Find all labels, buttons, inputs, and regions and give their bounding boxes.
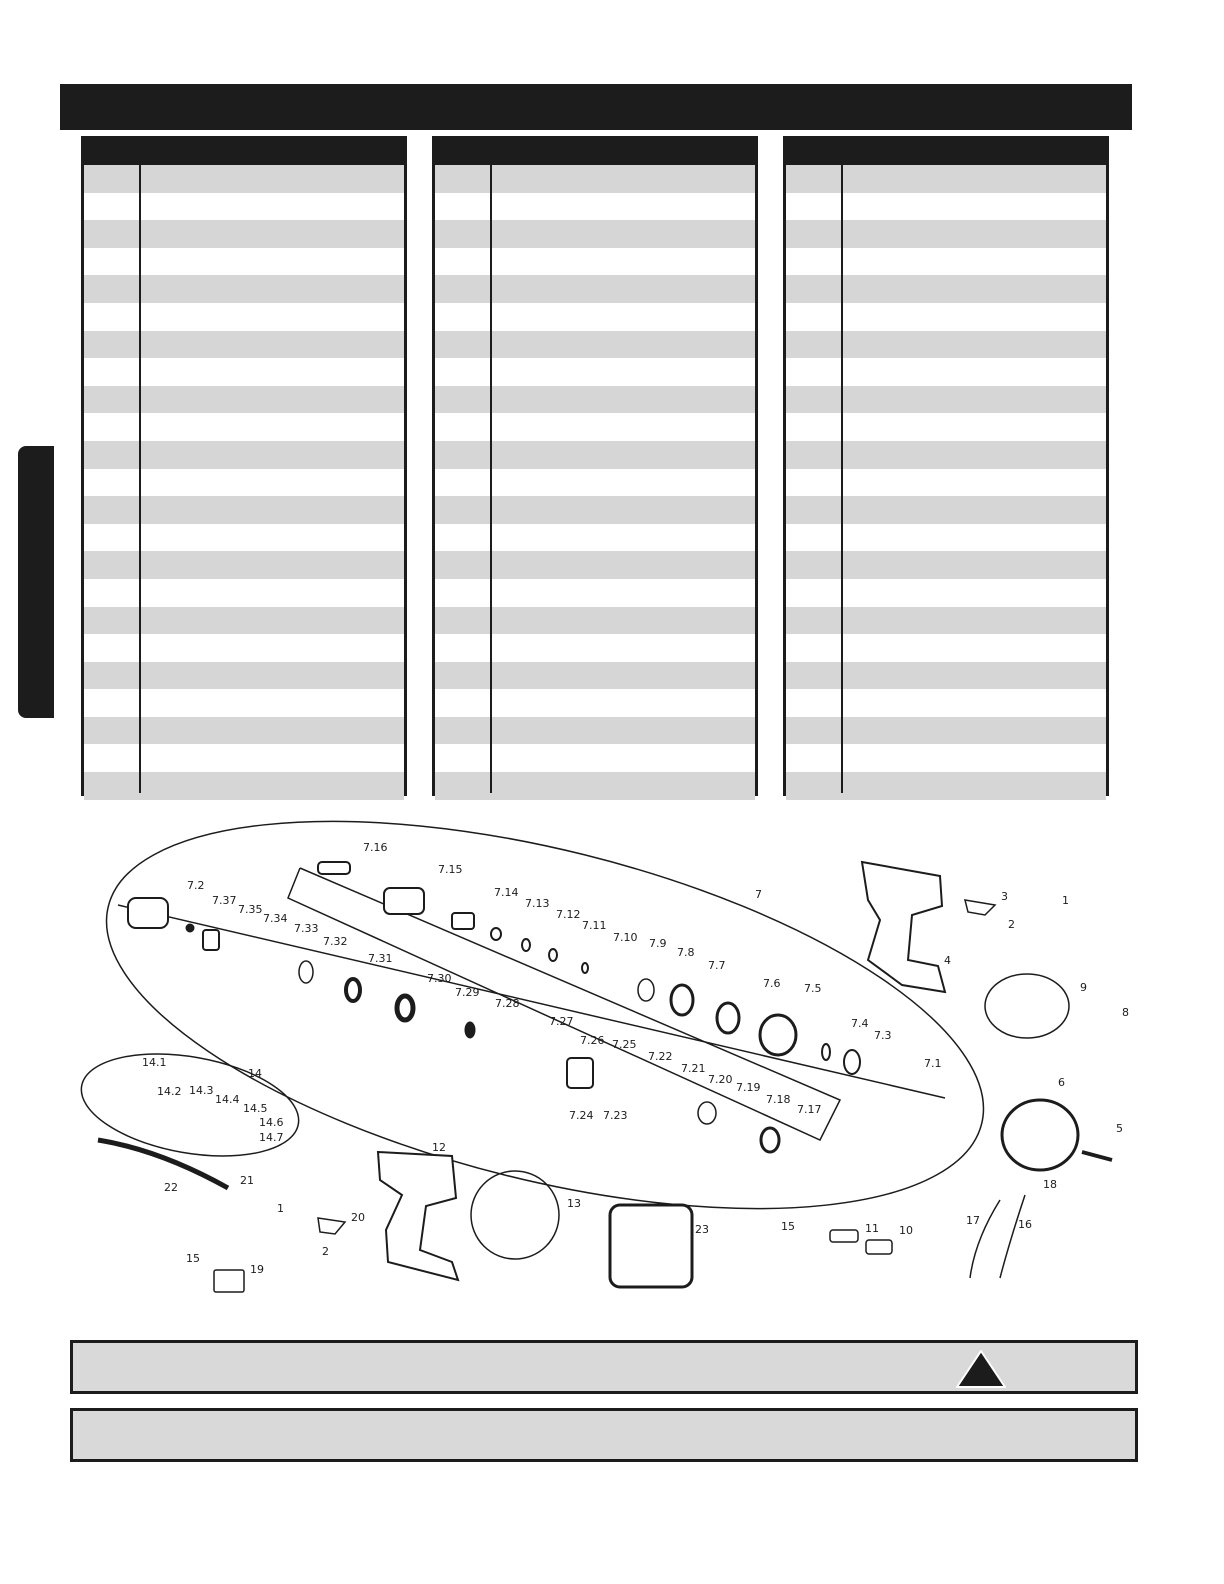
table-row [84, 165, 404, 193]
ring-part [491, 928, 501, 940]
table-row [435, 496, 755, 524]
table-row [786, 607, 1106, 635]
table-row [84, 220, 404, 248]
table-row [786, 413, 1106, 441]
planet-carrier-part [567, 1058, 593, 1088]
table-row [786, 579, 1106, 607]
collar-part [717, 1003, 739, 1033]
table-row [435, 662, 755, 690]
table-row [786, 689, 1106, 717]
table-rows [435, 165, 755, 800]
callout-label: 1 [1062, 894, 1069, 907]
table-rows [786, 165, 1106, 800]
callout-label: 7.18 [766, 1093, 791, 1106]
callout-label: 7.7 [708, 959, 726, 972]
wire-detail-outline [985, 974, 1069, 1038]
callout-label: 15 [186, 1252, 200, 1265]
housing-right-half [862, 862, 945, 992]
table-row [84, 413, 404, 441]
callout-label: 7.15 [438, 863, 463, 876]
ring-gear-part [397, 996, 413, 1020]
table-row [435, 469, 755, 497]
table-rows [84, 165, 404, 800]
retaining-ring-part [822, 1044, 830, 1060]
table-row [435, 772, 755, 800]
callout-label: 7.26 [580, 1034, 605, 1047]
clutch-sleeve-part [760, 1015, 796, 1055]
callout-label: 7.22 [648, 1050, 673, 1063]
callout-label: 7.30 [427, 972, 452, 985]
bit-holder-part [318, 1218, 345, 1234]
table-row [786, 386, 1106, 414]
table-row [786, 165, 1106, 193]
table-row [435, 331, 755, 359]
table-row [786, 524, 1106, 552]
table-header [786, 136, 1106, 165]
washer-part [638, 979, 654, 1001]
callout-label: 7.31 [368, 952, 393, 965]
switch-cover-part [866, 1240, 892, 1254]
table-row [435, 303, 755, 331]
callout-label: 14.5 [243, 1102, 268, 1115]
callout-label: 7.34 [263, 912, 288, 925]
callout-label: 1 [277, 1202, 284, 1215]
callout-label: 7.11 [582, 919, 607, 932]
bearing-part [761, 1128, 779, 1152]
callout-label: 7.4 [851, 1017, 869, 1030]
callout-label: 7.6 [763, 977, 781, 990]
table-row [435, 524, 755, 552]
label-part [214, 1270, 244, 1292]
table-row [84, 579, 404, 607]
table-row [435, 165, 755, 193]
pcb-detail-outline [471, 1171, 559, 1259]
parts-table-2 [432, 136, 758, 796]
callout-label: 14.7 [259, 1131, 284, 1144]
callout-label: 18 [1043, 1178, 1057, 1191]
callout-label: 7.37 [212, 894, 237, 907]
callout-label: 21 [240, 1174, 254, 1187]
wire-part [1000, 1195, 1025, 1278]
wire-part [970, 1200, 1000, 1278]
housing-left-half [378, 1152, 458, 1280]
callout-label: 14.3 [189, 1084, 214, 1097]
callout-label: 7.25 [612, 1038, 637, 1051]
table-row [435, 193, 755, 221]
table-row [84, 193, 404, 221]
table-row [435, 744, 755, 772]
table-row [84, 331, 404, 359]
table-row [84, 358, 404, 386]
table-row [786, 744, 1106, 772]
switch-assembly-outline [73, 1039, 306, 1172]
table-row [84, 744, 404, 772]
table-row [435, 358, 755, 386]
callout-label: 7.14 [494, 886, 519, 899]
callout-label: 11 [865, 1222, 879, 1235]
motor-part [128, 898, 168, 928]
parts-table-3 [783, 136, 1109, 796]
callout-label: 7.1 [924, 1057, 942, 1070]
callout-label: 7.23 [603, 1109, 628, 1122]
callout-label: 7.12 [556, 908, 581, 921]
belt-clip-part [98, 1140, 228, 1188]
table-row [786, 441, 1106, 469]
table-row [84, 496, 404, 524]
callout-label: 7.35 [238, 903, 263, 916]
callout-label: 14.1 [142, 1056, 167, 1069]
callout-label: 15 [781, 1220, 795, 1233]
header-bar [60, 84, 1132, 130]
callout-label: 7.3 [874, 1029, 892, 1042]
washer-part [186, 924, 194, 932]
parts-table-1 [81, 136, 407, 796]
battery-pack-part [610, 1205, 692, 1287]
table-row [786, 331, 1106, 359]
callout-label: 7.13 [525, 897, 550, 910]
gear-part [465, 1022, 475, 1038]
exploded-parts-diagram [70, 815, 1160, 1320]
lens-part [830, 1230, 858, 1242]
clutch-part [384, 888, 424, 914]
table-row [84, 717, 404, 745]
table-row [84, 248, 404, 276]
callout-label: 14 [248, 1067, 262, 1080]
table-row [786, 193, 1106, 221]
table-row [84, 689, 404, 717]
callout-label: 4 [944, 954, 951, 967]
callout-label: 7.10 [613, 931, 638, 944]
table-row [786, 469, 1106, 497]
table-row [435, 579, 755, 607]
table-row [84, 303, 404, 331]
callout-label: 7.33 [294, 922, 319, 935]
table-row [84, 662, 404, 690]
callout-label: 7.32 [323, 935, 348, 948]
callout-label: 7.28 [495, 997, 520, 1010]
table-row [786, 275, 1106, 303]
side-section-tab [18, 446, 54, 718]
ring-part [549, 949, 557, 961]
callout-label: 7.27 [549, 1015, 574, 1028]
column-divider [841, 165, 843, 793]
callout-label: 14.6 [259, 1116, 284, 1129]
callout-label: 7.5 [804, 982, 822, 995]
table-row [786, 634, 1106, 662]
table-row [435, 386, 755, 414]
callout-label: 7.29 [455, 986, 480, 999]
callout-label: 14.2 [157, 1085, 182, 1098]
callout-label: 17 [966, 1214, 980, 1227]
callout-label: 7.8 [677, 946, 695, 959]
ring-gear-part [346, 979, 360, 1001]
spindle-part [318, 862, 350, 874]
table-row [435, 551, 755, 579]
callout-label: 3 [1001, 890, 1008, 903]
table-row [435, 607, 755, 635]
callout-label: 5 [1116, 1122, 1123, 1135]
table-row [84, 386, 404, 414]
ring-part [582, 963, 588, 973]
callout-label: 20 [351, 1211, 365, 1224]
gear-part [203, 930, 219, 950]
callout-label: 7.19 [736, 1081, 761, 1094]
ring-part [522, 939, 530, 951]
table-row [435, 441, 755, 469]
callout-label: 2 [322, 1245, 329, 1258]
table-row [84, 634, 404, 662]
callout-label: 14.4 [215, 1093, 240, 1106]
callout-label: 7.21 [681, 1062, 706, 1075]
callout-label: 6 [1058, 1076, 1065, 1089]
table-row [84, 772, 404, 800]
callout-label: 23 [695, 1223, 709, 1236]
table-row [786, 551, 1106, 579]
washer-part [299, 961, 313, 983]
table-row [435, 717, 755, 745]
table-row [84, 551, 404, 579]
table-row [786, 662, 1106, 690]
washer-part [698, 1102, 716, 1124]
notice-box-warning [70, 1340, 1138, 1394]
callout-label: 9 [1080, 981, 1087, 994]
chuck-screw-part [1082, 1152, 1112, 1160]
table-row [786, 772, 1106, 800]
column-divider [139, 165, 141, 793]
bit-holder-part [965, 900, 995, 915]
callout-label: 8 [1122, 1006, 1129, 1019]
table-row [786, 220, 1106, 248]
table-header [435, 136, 755, 165]
front-plate-part [844, 1050, 860, 1074]
table-row [84, 275, 404, 303]
chuck-part [1002, 1100, 1078, 1170]
callout-label: 7.16 [363, 841, 388, 854]
table-row [84, 607, 404, 635]
table-row [435, 689, 755, 717]
table-row [786, 303, 1106, 331]
table-row [84, 524, 404, 552]
table-row [84, 469, 404, 497]
table-row [435, 220, 755, 248]
spring-part [671, 985, 693, 1015]
table-row [786, 717, 1106, 745]
table-row [84, 441, 404, 469]
callout-label: 7.9 [649, 937, 667, 950]
callout-label: 7 [755, 888, 762, 901]
table-row [435, 634, 755, 662]
callout-label: 12 [432, 1141, 446, 1154]
column-divider [490, 165, 492, 793]
callout-label: 19 [250, 1263, 264, 1276]
table-row [435, 248, 755, 276]
callout-label: 22 [164, 1181, 178, 1194]
callout-label: 7.17 [797, 1103, 822, 1116]
table-row [435, 413, 755, 441]
table-header [84, 136, 404, 165]
table-row [435, 275, 755, 303]
callout-label: 7.20 [708, 1073, 733, 1086]
table-row [786, 496, 1106, 524]
callout-label: 10 [899, 1224, 913, 1237]
notice-box [70, 1408, 1138, 1462]
callout-label: 2 [1008, 918, 1015, 931]
sleeve-part [452, 913, 474, 929]
table-row [786, 248, 1106, 276]
warning-triangle-icon [955, 1349, 1007, 1389]
callout-label: 7.2 [187, 879, 205, 892]
callout-label: 13 [567, 1197, 581, 1210]
table-row [786, 358, 1106, 386]
callout-label: 16 [1018, 1218, 1032, 1231]
callout-label: 7.24 [569, 1109, 594, 1122]
